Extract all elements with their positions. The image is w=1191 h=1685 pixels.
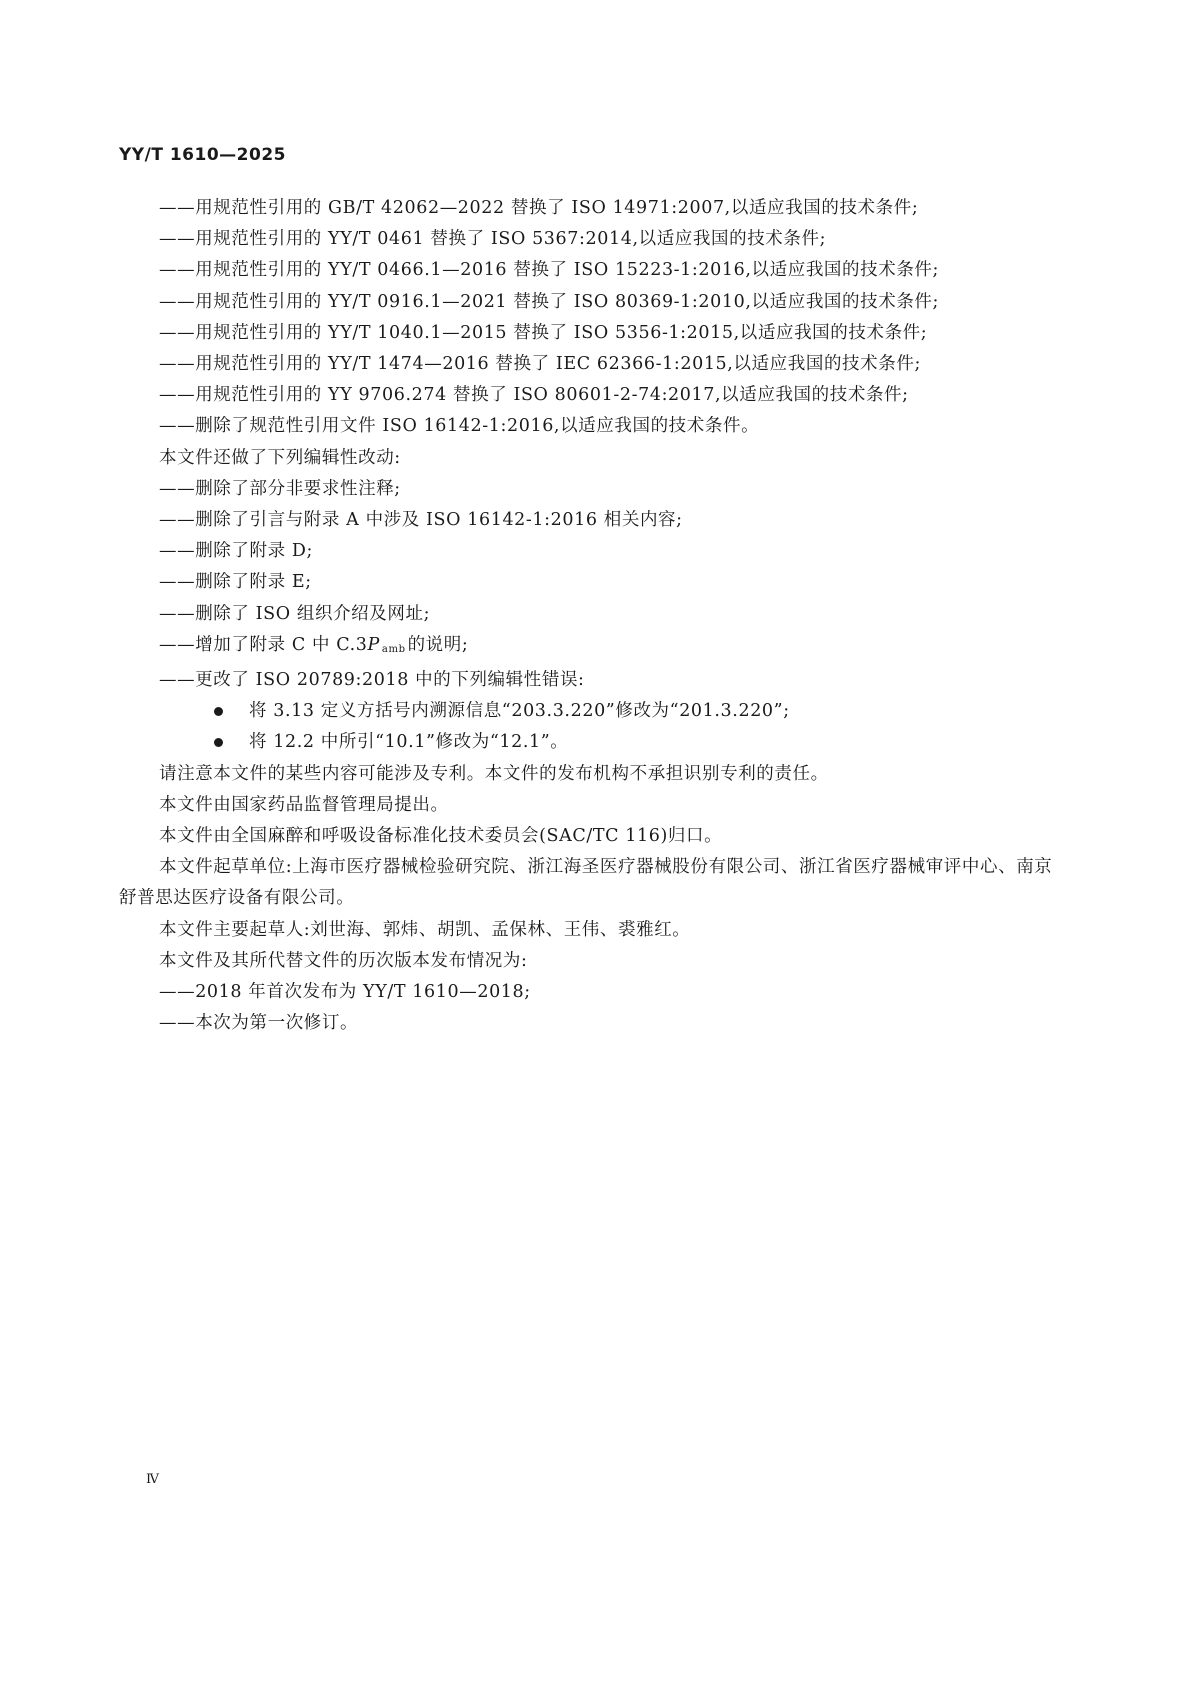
drafting-units-statement: 本文件起草单位:上海市医疗器械检验研究院、浙江海圣医疗器械股份有限公司、浙江省医疗器械审评中心、南京舒普思达医疗设备有限公司。: [119, 857, 1053, 909]
errata-item: ——更改了 ISO 20789:2018 中的下列编辑性错误:: [159, 670, 585, 691]
history-item: ——本次为第一次修订。: [159, 1013, 359, 1034]
pamb-symbol: P: [367, 634, 380, 655]
change-item: ——用规范性引用的 YY/T 0466.1—2016 替换了 ISO 15223-1:2016,以适应我国的技术条件;: [159, 260, 940, 281]
editorial-item: ——删除了 ISO 组织介绍及网址;: [159, 603, 431, 624]
errata-bullet: [119, 696, 1059, 727]
change-item: ——用规范性引用的 YY/T 0461 替换了 ISO 5367:2014,以适应我国的技术条件;: [159, 229, 827, 250]
pamb-item: [119, 630, 1059, 665]
errata-bullet-text: 将 3.13 定义方括号内溯源信息“203.3.220”修改为“201.3.220”;: [249, 701, 790, 722]
editorial-item: ——删除了引言与附录 A 中涉及 ISO 16142-1:2016 相关内容;: [159, 510, 683, 531]
foreword-content: [119, 193, 1059, 1039]
errata-bullet: [119, 727, 1059, 758]
editorial-item: ——删除了部分非要求性注释;: [159, 478, 401, 499]
editorial-intro: 本文件还做了下列编辑性改动:: [159, 447, 401, 468]
change-item: ——删除了规范性引用文件 ISO 16142-1:2016,以适应我国的技术条件。: [159, 416, 760, 437]
change-item: ——用规范性引用的 YY/T 1040.1—2015 替换了 ISO 5356-1:2015,以适应我国的技术条件;: [159, 322, 928, 343]
page-number: Ⅳ: [146, 1472, 159, 1487]
editorial-item: ——删除了附录 D;: [159, 541, 313, 562]
editorial-item: ——删除了附录 E;: [159, 572, 312, 593]
errata-bullet-text: 将 12.2 中所引“10.1”修改为“12.1”。: [249, 732, 569, 753]
proposer-statement: 本文件由国家药品监督管理局提出。: [159, 794, 449, 815]
history-intro: 本文件及其所代替文件的历次版本发布情况为:: [159, 950, 528, 971]
change-item: ——用规范性引用的 YY/T 1474—2016 替换了 IEC 62366-1:2015,以适应我国的技术条件;: [159, 354, 921, 375]
patent-statement: 请注意本文件的某些内容可能涉及专利。本文件的发布机构不承担识别专利的责任。: [159, 763, 829, 784]
standard-code-header: YY/T 1610—2025: [119, 145, 286, 165]
change-item: ——用规范性引用的 YY/T 0916.1—2021 替换了 ISO 80369-1:2010,以适应我国的技术条件;: [159, 291, 940, 312]
pamb-subscript: amb: [381, 643, 406, 655]
drafters-statement: 本文件主要起草人:刘世海、郭炜、胡凯、孟保林、王伟、裘雅红。: [159, 919, 691, 940]
change-item: ——用规范性引用的 YY 9706.274 替换了 ISO 80601-2-74:2017,以适应我国的技术条件;: [159, 385, 909, 406]
change-item: ——用规范性引用的 GB/T 42062—2022 替换了 ISO 14971:2007,以适应我国的技术条件;: [159, 198, 919, 218]
pamb-suffix: 的说明;: [407, 634, 469, 655]
history-item: ——2018 年首次发布为 YY/T 1610—2018;: [159, 982, 531, 1003]
committee-statement: 本文件由全国麻醉和呼吸设备标准化技术委员会(SAC/TC 116)归口。: [159, 826, 723, 847]
pamb-prefix: ——增加了附录 C 中 C.3: [159, 634, 368, 655]
